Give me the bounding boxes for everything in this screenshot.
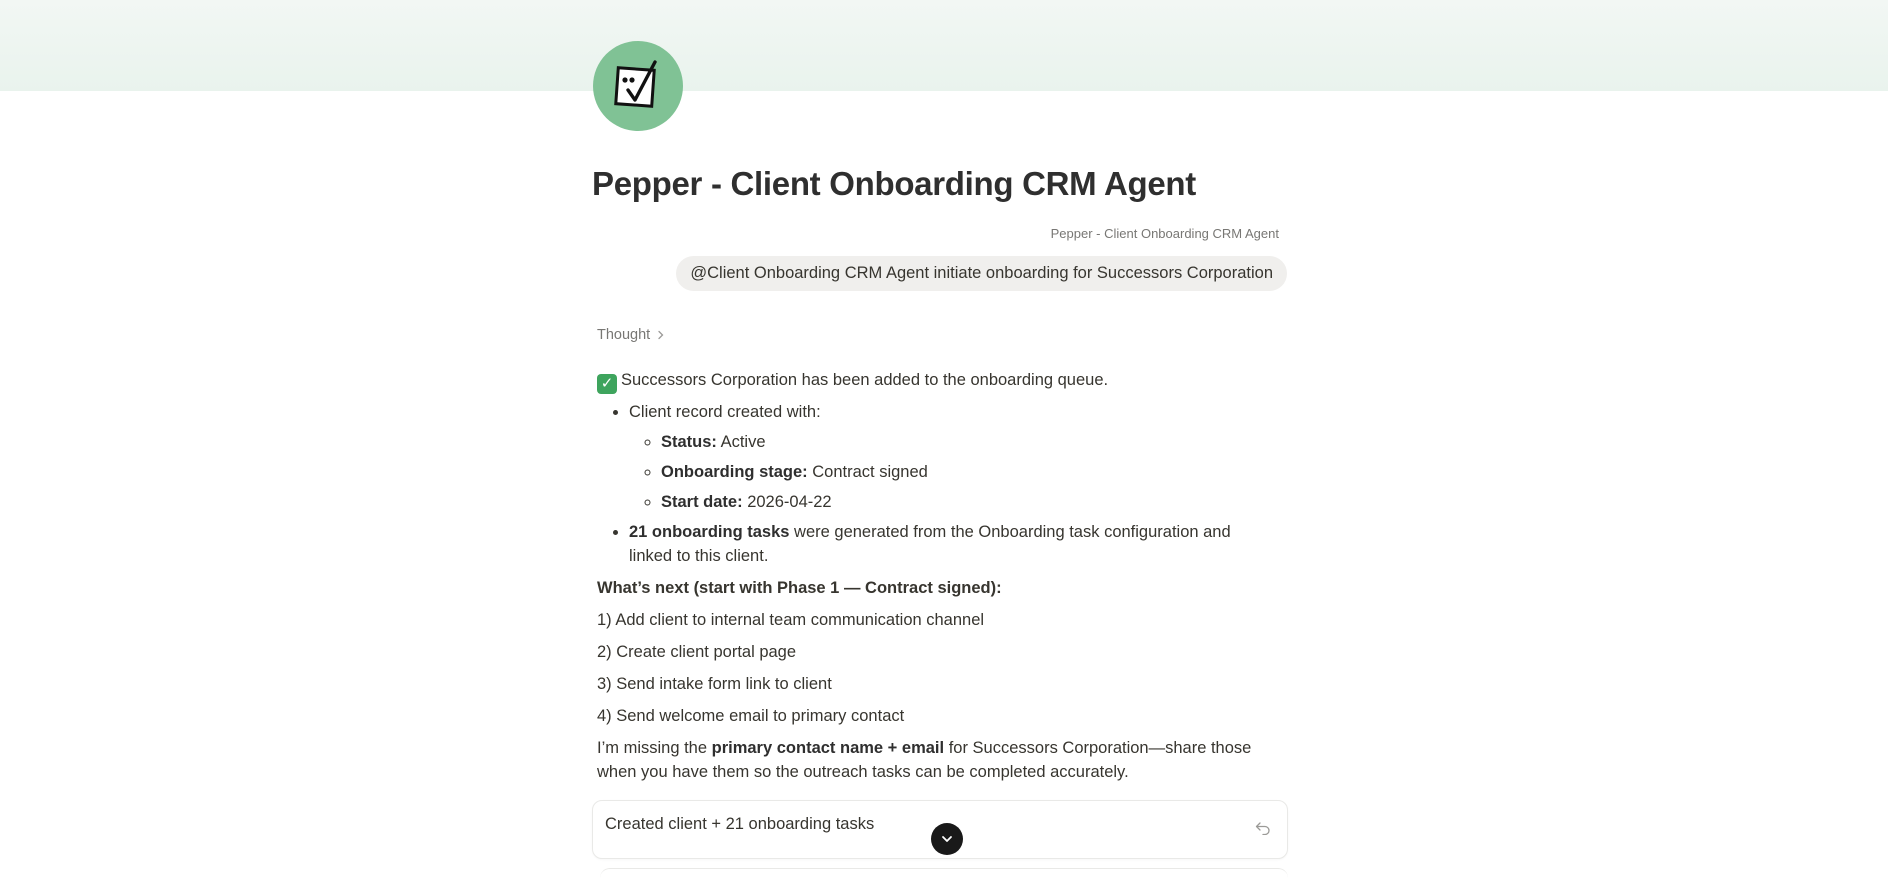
checkbox-face-icon xyxy=(610,58,666,114)
next-step-item: 2) Create client portal page xyxy=(597,643,797,661)
next-card-edge xyxy=(600,868,1288,889)
chevron-down-icon xyxy=(940,832,954,846)
next-step-item: 3) Send intake form link to client xyxy=(597,675,832,693)
page-cover xyxy=(0,0,1888,91)
thought-label: Thought xyxy=(597,327,651,343)
thought-toggle[interactable] xyxy=(597,327,666,343)
check-mark-icon: ✓ xyxy=(597,374,617,394)
list-item: ◦ Onboarding stage: Contract signed xyxy=(661,460,1277,484)
missing-info-note: I’m missing the primary contact name + email for Successors Corporation—share those when you have them so the outreach tasks can be completed accurately. xyxy=(597,739,1252,781)
undo-icon[interactable] xyxy=(1255,821,1271,835)
next-step-item: 1) Add client to internal team communication channel xyxy=(597,611,985,629)
record-fields-list xyxy=(629,430,1277,514)
page-title: Pepper - Client Onboarding CRM Agent xyxy=(592,165,1196,202)
agent-name-label: Pepper - Client Onboarding CRM Agent xyxy=(1050,226,1279,241)
next-steps-heading: What’s next (start with Phase 1 — Contract signed): xyxy=(597,579,1002,597)
list-item: • 21 onboarding tasks were generated from the Onboarding task configuration and linked to this client. xyxy=(629,520,1277,568)
list-item: ◦ Start date: 2026-04-22 xyxy=(661,490,1277,514)
next-step-item: 4) Send welcome email to primary contact xyxy=(597,707,905,725)
agent-response xyxy=(597,368,1277,784)
response-list xyxy=(597,400,1277,568)
scroll-down-button[interactable] xyxy=(931,823,963,855)
chevron-right-icon xyxy=(656,330,666,340)
user-message-bubble: @Client Onboarding CRM Agent initiate onboarding for Successors Corporation xyxy=(676,256,1287,291)
list-item: ◦ Status: Active xyxy=(661,430,1277,454)
list-item: • Client record created with: ◦ Status: Active ◦ Onboarding stage: Contract signed ◦ Start date: 2026-04-22 xyxy=(629,400,1277,514)
action-summary-text: Created client + 21 onboarding tasks xyxy=(605,815,875,833)
page-avatar[interactable] xyxy=(593,41,683,131)
response-intro: ✓ Successors Corporation has been added to the onboarding queue. xyxy=(597,368,1277,394)
